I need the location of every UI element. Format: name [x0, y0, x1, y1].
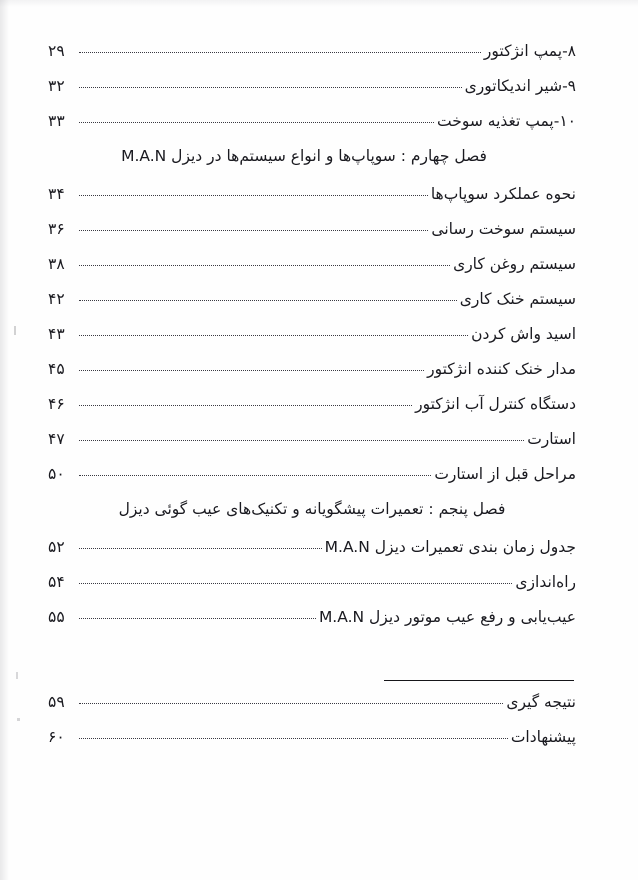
toc-entry-title: سیستم سوخت رسانی	[431, 220, 576, 238]
toc-entry-row[interactable]	[48, 77, 576, 112]
toc-dot-leader	[79, 121, 434, 123]
toc-dot-leader	[79, 439, 524, 441]
toc-entry-title: راه‌اندازی	[515, 573, 576, 591]
toc-entry-title: مدار خنک کننده انژکتور	[427, 360, 576, 378]
toc-entry-row[interactable]	[48, 255, 576, 290]
scan-edge-shadow-left	[0, 0, 9, 880]
toc-dot-leader	[79, 702, 503, 704]
toc-dot-leader	[79, 51, 481, 53]
toc-page-number: ۵۹	[48, 693, 65, 711]
toc-entry-title: ۱۰-پمپ تغذیه سوخت	[437, 112, 576, 130]
toc-dot-leader	[79, 737, 508, 739]
toc-dot-leader	[79, 617, 316, 619]
toc-dot-leader	[79, 86, 462, 88]
toc-page-number: ۳۴	[48, 185, 65, 203]
toc-entry-title: جدول زمان بندی تعمیرات دیزل M.A.N	[324, 538, 576, 556]
toc-entry-row[interactable]	[48, 185, 576, 220]
toc-entry-title: نتیجه گیری	[506, 693, 576, 711]
toc-entry-title: دستگاه کنترل آب انژکتور	[415, 395, 576, 413]
toc-entry-title: استارت	[527, 430, 576, 448]
toc-entry-row[interactable]	[48, 325, 576, 360]
toc-chapter-heading	[48, 147, 576, 185]
toc-dot-leader	[79, 582, 512, 584]
toc-dot-leader	[79, 547, 322, 549]
toc-entry-row[interactable]	[48, 538, 576, 573]
scan-artifact-speck	[14, 326, 16, 335]
toc-page-number: ۴۵	[48, 360, 65, 378]
toc-chapter-heading	[48, 500, 576, 538]
toc-dot-leader	[79, 229, 428, 231]
toc-entry-title: نحوه عملکرد سوپاپ‌ها	[430, 185, 576, 203]
table-of-contents	[48, 42, 576, 763]
toc-entry-row[interactable]	[48, 112, 576, 147]
toc-page-number: ۲۹	[48, 42, 65, 60]
toc-entry-row[interactable]	[48, 360, 576, 395]
toc-entry-title: ۸-پمپ انژکتور	[483, 42, 576, 60]
toc-entry-row[interactable]	[48, 573, 576, 608]
toc-page-number: ۵۲	[48, 538, 65, 556]
toc-entry-row[interactable]	[48, 220, 576, 255]
toc-dot-leader	[79, 299, 457, 301]
chapter-title: فصل چهارم : سوپاپ‌ها و انواع سیستم‌ها در دیزل M.A.N	[121, 147, 487, 165]
toc-page-number: ۴۳	[48, 325, 65, 343]
toc-entry-row[interactable]	[48, 395, 576, 430]
toc-dot-leader	[79, 369, 424, 371]
toc-entry-title: اسید واش کردن	[471, 325, 576, 343]
toc-entry-row[interactable]	[48, 42, 576, 77]
toc-page-number: ۵۰	[48, 465, 65, 483]
toc-page-number: ۴۷	[48, 430, 65, 448]
chapter-title: فصل پنجم : تعمیرات پیشگویانه و تکنیک‌های عیب گوئی دیزل	[118, 500, 506, 518]
toc-entry-row[interactable]	[48, 465, 576, 500]
toc-rule-row	[48, 659, 576, 693]
toc-entry-row[interactable]	[48, 290, 576, 325]
toc-page-number: ۴۲	[48, 290, 65, 308]
toc-entry-row[interactable]	[48, 608, 576, 643]
toc-dot-leader	[79, 474, 431, 476]
toc-spacer	[48, 643, 576, 659]
toc-entry-title: سیستم خنک کاری	[459, 290, 576, 308]
toc-page-number: ۵۴	[48, 573, 65, 591]
toc-entry-title: مراحل قبل از استارت	[434, 465, 576, 483]
toc-entry-title: پیشنهادات	[510, 728, 576, 746]
toc-page-number: ۶۰	[48, 728, 65, 746]
section-divider	[384, 680, 574, 681]
toc-page-number: ۳۶	[48, 220, 65, 238]
scan-edge-shadow-top	[0, 0, 638, 7]
toc-entry-title: سیستم روغن کاری	[453, 255, 576, 273]
scan-artifact-speck	[17, 718, 20, 721]
toc-entry-row[interactable]	[48, 728, 576, 763]
scan-artifact-speck	[16, 672, 18, 679]
toc-dot-leader	[79, 264, 450, 266]
toc-dot-leader	[79, 404, 412, 406]
toc-dot-leader	[79, 194, 428, 196]
toc-entry-row[interactable]	[48, 693, 576, 728]
toc-page-number: ۳۲	[48, 77, 65, 95]
toc-dot-leader	[79, 334, 468, 336]
toc-page-number: ۳۳	[48, 112, 65, 130]
toc-page-number: ۳۸	[48, 255, 65, 273]
toc-page-number: ۴۶	[48, 395, 65, 413]
toc-page-number: ۵۵	[48, 608, 65, 626]
toc-entry-title: ۹-شیر اندیکاتوری	[464, 77, 576, 95]
toc-entry-title: عیب‌یابی و رفع عیب موتور دیزل M.A.N	[318, 608, 576, 626]
toc-entry-row[interactable]	[48, 430, 576, 465]
